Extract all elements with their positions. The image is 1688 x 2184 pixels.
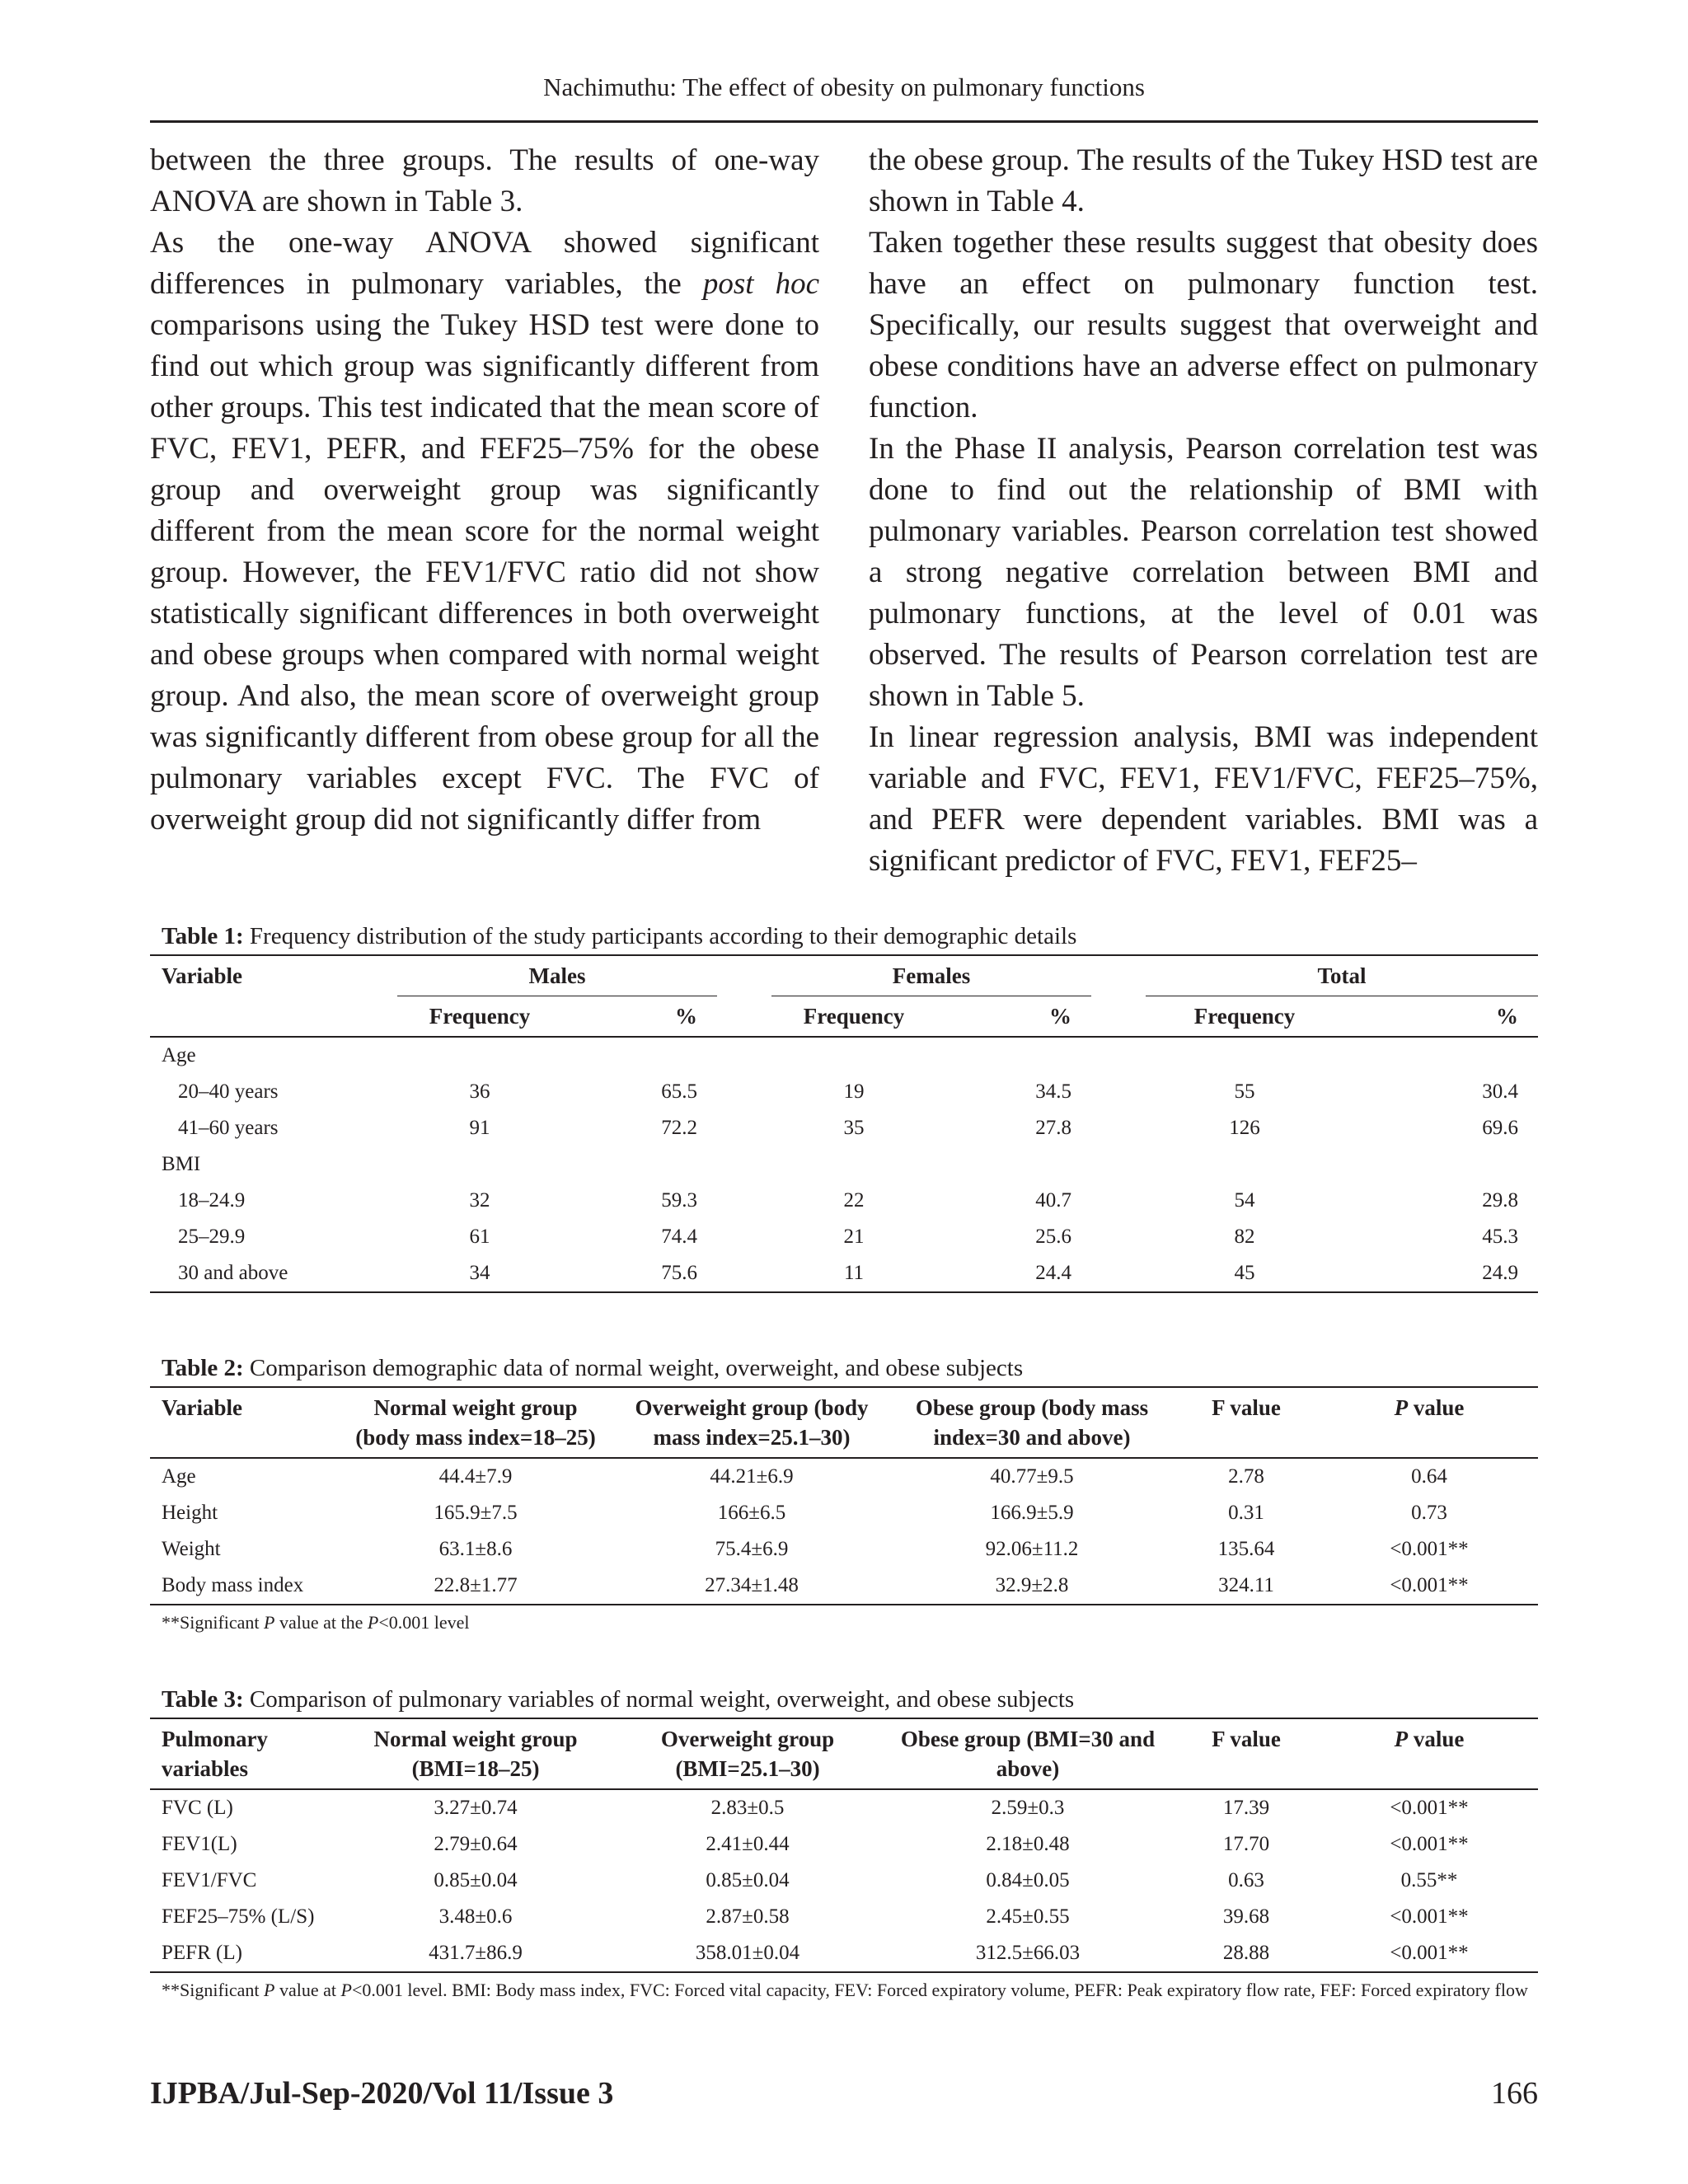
- spacer: [717, 955, 771, 996]
- pulmonary-comparison-table: [150, 1718, 1538, 1973]
- paragraph: In linear regression analysis, BMI was independent variable and FVC, FEV1, FEV1/FVC, FEF25–75%, and PEFR were dependent variables. BMI was a significant predictor of FVC, FEV1, FEF25–: [869, 720, 1538, 878]
- cell: 34: [469, 1262, 490, 1284]
- cell: 35: [843, 1117, 865, 1139]
- page: [150, 0, 1538, 2184]
- p-italic: P: [1394, 1395, 1409, 1420]
- italic-text: post hoc: [702, 267, 819, 301]
- paragraph: the obese group. The results of the Tukey HSD test are shown in Table 4.: [869, 143, 1538, 218]
- spacer: [717, 996, 771, 1038]
- spacer: [150, 996, 397, 1038]
- cell: 0.73: [1411, 1502, 1447, 1524]
- cell: 82: [1234, 1226, 1255, 1248]
- cell: 59.3: [661, 1189, 697, 1212]
- cell: 29.8: [1482, 1189, 1518, 1212]
- caption-text: Comparison of pulmonary variables of normal weight, overweight, and obese subjects: [249, 1686, 1075, 1713]
- cell: 2.83±0.5: [710, 1797, 785, 1819]
- row-label: 41–60 years: [178, 1117, 279, 1139]
- row-label: FEF25–75% (L/S): [162, 1905, 315, 1928]
- cell: 22.8±1.77: [434, 1574, 518, 1596]
- table-1: [150, 921, 1538, 1293]
- cell: 63.1±8.6: [438, 1538, 513, 1560]
- cell: 166.9±5.9: [990, 1502, 1074, 1524]
- table-3: [150, 1685, 1538, 2003]
- cell: 11: [843, 1262, 865, 1284]
- cell: <0.001**: [1390, 1797, 1469, 1819]
- spacer: [1091, 996, 1146, 1038]
- cell: 25.6: [1035, 1226, 1071, 1248]
- table-label: Table 1:: [162, 923, 244, 949]
- cell: 39.68: [1222, 1905, 1270, 1928]
- row-label: FEV1(L): [162, 1833, 237, 1855]
- table-note: [150, 1610, 1538, 1635]
- table-2: [150, 1353, 1538, 1635]
- cell: 0.85±0.04: [434, 1869, 518, 1891]
- column-header: Pulmonary variables: [150, 1718, 340, 1789]
- table-row: [150, 1495, 1538, 1531]
- cell: 0.55**: [1400, 1869, 1458, 1891]
- caption-text: Frequency distribution of the study participants according to their demographic details: [249, 923, 1077, 949]
- cell: 45.3: [1482, 1226, 1518, 1248]
- column-header: F value: [1172, 1718, 1320, 1789]
- cell: 3.48±0.6: [438, 1905, 513, 1928]
- column-header: Frequency: [771, 996, 936, 1038]
- cell: 24.4: [1035, 1262, 1071, 1284]
- cell: 32.9±2.8: [995, 1574, 1069, 1596]
- cell: 21: [843, 1226, 865, 1248]
- note-text: value at: [274, 1980, 341, 2000]
- cell: 65.5: [661, 1080, 697, 1103]
- spacer: [717, 1255, 771, 1292]
- row-label: FEV1/FVC: [162, 1869, 257, 1891]
- cell: <0.001**: [1390, 1574, 1469, 1596]
- cell: 30.4: [1482, 1080, 1518, 1103]
- left-column: [150, 140, 819, 841]
- table-note: [150, 1978, 1538, 2003]
- spacer: [1091, 1183, 1146, 1219]
- table-row: [150, 1899, 1538, 1935]
- cell: 358.01±0.04: [695, 1942, 800, 1964]
- group-label: BMI: [162, 1153, 201, 1175]
- column-header: Normal weight group (BMI=18–25): [340, 1718, 612, 1789]
- note-text: **Significant: [162, 1612, 265, 1633]
- spacer: [1091, 955, 1146, 996]
- cell: 17.39: [1222, 1797, 1270, 1819]
- table-label: Table 2:: [162, 1355, 244, 1381]
- spacer: [1091, 1110, 1146, 1146]
- cell: <0.001**: [1390, 1942, 1469, 1964]
- cell: 74.4: [661, 1226, 697, 1248]
- cell: 166±6.5: [717, 1502, 786, 1524]
- cell: 0.85±0.04: [706, 1869, 790, 1891]
- row-label: Age: [162, 1465, 196, 1488]
- column-header: Total: [1146, 955, 1538, 996]
- cell: 40.7: [1035, 1189, 1071, 1212]
- row-label: FVC (L): [162, 1797, 233, 1819]
- paragraph: In the Phase II analysis, Pearson correlation test was done to find out the relationship of BMI with pulmonary variables. Pearson correlation test showed a strong negative correlation between BMI and pulmonary functions, at the level of 0.01 was observed. The results of Pearson correlation test are shown in Table 5.: [869, 432, 1538, 713]
- column-header: Overweight group (body mass index=25.1–30): [612, 1387, 892, 1458]
- table-row: [150, 1074, 1538, 1110]
- cell: 91: [469, 1117, 490, 1139]
- spacer: [717, 1074, 771, 1110]
- cell: 45: [1234, 1262, 1255, 1284]
- spacer: [1091, 1074, 1146, 1110]
- text-run: comparisons using the Tukey HSD test were done to find out which group was significantly different from other groups. This test indicated that the mean score of FVC, FEV1, PEFR, and FEF25–75% for the obese group and overweight group was significantly different from the mean score for the normal weight group. However, the FEV1/FVC ratio did not show statistically significant differences in both overweight and obese groups when compared with normal weight group. And also, the mean score of overweight group was significantly different from obese group for all the pulmonary variables except FVC. The FVC of overweight group did not significantly differ from: [150, 308, 819, 837]
- column-header: Variable: [150, 1387, 340, 1458]
- note-text: **Significant: [162, 1980, 265, 2000]
- paragraph: between the three groups. The results of one-way ANOVA are shown in Table 3.: [150, 143, 819, 218]
- cell: 135.64: [1217, 1538, 1275, 1560]
- spacer: [1091, 1219, 1146, 1255]
- cell: 75.6: [661, 1262, 697, 1284]
- column-header: Obese group (BMI=30 and above): [884, 1718, 1172, 1789]
- cell: 2.18±0.48: [986, 1833, 1070, 1855]
- spacer: [717, 1183, 771, 1219]
- row-label: 25–29.9: [178, 1226, 246, 1248]
- note-text: <0.001 level. BMI: Body mass index, FVC: Forced vital capacity, FEV: Forced expiratory volume, PEFR: Peak expiratory flow rate, FEF: Forced expiratory flow: [351, 1980, 1528, 2000]
- caption-text: Comparison demographic data of normal weight, overweight, and obese subjects: [249, 1355, 1024, 1381]
- table-row: [150, 1458, 1538, 1495]
- cell: 17.70: [1222, 1833, 1270, 1855]
- table-row: [150, 1935, 1538, 1972]
- note-italic: P: [264, 1980, 275, 2000]
- table-row: [150, 1568, 1538, 1605]
- table-label: Table 3:: [162, 1686, 244, 1713]
- table-row: [150, 1789, 1538, 1826]
- note-italic: P: [264, 1612, 275, 1633]
- cell: 61: [469, 1226, 490, 1248]
- frequency-table: [150, 954, 1538, 1293]
- note-text: <0.001 level: [378, 1612, 470, 1633]
- cell: 40.77±9.5: [990, 1465, 1074, 1488]
- column-header: Females: [771, 955, 1091, 996]
- cell: 2.78: [1228, 1465, 1264, 1488]
- table-caption: [150, 921, 1538, 951]
- cell: 324.11: [1218, 1574, 1274, 1596]
- table-row: [150, 1531, 1538, 1568]
- column-header: Frequency: [397, 996, 562, 1038]
- cell: 44.4±7.9: [438, 1465, 513, 1488]
- row-label: Weight: [162, 1538, 221, 1560]
- spacer: [717, 1219, 771, 1255]
- column-header: Obese group (body mass index=30 and above): [892, 1387, 1172, 1458]
- column-header: %: [1343, 996, 1538, 1038]
- cell: 72.2: [661, 1117, 697, 1139]
- cell: 28.88: [1222, 1942, 1270, 1964]
- column-header: Overweight group (BMI=25.1–30): [612, 1718, 884, 1789]
- column-header: Normal weight group (body mass index=18–25): [340, 1387, 612, 1458]
- cell: 32: [469, 1189, 490, 1212]
- cell: 92.06±11.2: [985, 1538, 1079, 1560]
- row-label: Body mass index: [162, 1574, 304, 1596]
- column-header: Variable: [162, 963, 243, 988]
- running-head: Nachimuthu: The effect of obesity on pulmonary functions: [543, 73, 1145, 101]
- table-row: [150, 1255, 1538, 1292]
- row-label: 20–40 years: [178, 1080, 279, 1103]
- cell: 55: [1234, 1080, 1255, 1103]
- cell: 54: [1234, 1189, 1255, 1212]
- right-column: [869, 140, 1538, 882]
- cell: 75.4±6.9: [715, 1538, 789, 1560]
- cell: 27.8: [1035, 1117, 1071, 1139]
- column-header: Frequency: [1146, 996, 1343, 1038]
- text-run: As the one-way ANOVA showed significant differences in pulmonary variables, the: [150, 226, 819, 301]
- cell: 2.79±0.64: [434, 1833, 518, 1855]
- cell: 34.5: [1035, 1080, 1071, 1103]
- cell: 19: [843, 1080, 865, 1103]
- body-text: [150, 140, 1538, 898]
- p-italic: P: [1394, 1727, 1409, 1751]
- page-number: 166: [1491, 2076, 1538, 2111]
- note-italic: P: [340, 1980, 352, 2000]
- cell: 24.9: [1482, 1262, 1518, 1284]
- demographic-comparison-table: [150, 1386, 1538, 1605]
- cell: 312.5±66.03: [975, 1942, 1081, 1964]
- cell: 0.31: [1228, 1502, 1264, 1524]
- row-label: 30 and above: [178, 1262, 288, 1284]
- cell: 2.45±0.55: [986, 1905, 1070, 1928]
- column-header: P value: [1320, 1718, 1538, 1789]
- header-rule: [150, 120, 1538, 123]
- cell: 2.41±0.44: [706, 1833, 790, 1855]
- cell: 3.27±0.74: [434, 1797, 518, 1819]
- cell: 69.6: [1482, 1117, 1518, 1139]
- row-label: 18–24.9: [178, 1189, 246, 1212]
- cell: 22: [843, 1189, 865, 1212]
- cell: 431.7±86.9: [429, 1942, 523, 1964]
- cell: <0.001**: [1390, 1905, 1469, 1928]
- cell: <0.001**: [1390, 1538, 1469, 1560]
- journal-footer: IJPBA/Jul-Sep-2020/Vol 11/Issue 3: [150, 2076, 614, 2111]
- cell: 44.21±6.9: [710, 1465, 794, 1488]
- cell: 165.9±7.5: [434, 1502, 518, 1524]
- column-header: %: [936, 996, 1091, 1038]
- cell: 27.34±1.48: [705, 1574, 799, 1596]
- column-header: Males: [397, 955, 717, 996]
- table-row: [150, 1219, 1538, 1255]
- cell: 2.87±0.58: [706, 1905, 790, 1928]
- cell: 126: [1229, 1117, 1260, 1139]
- column-header: %: [562, 996, 717, 1038]
- paragraph: [150, 223, 819, 841]
- column-header: F value: [1172, 1387, 1320, 1458]
- spacer: [717, 1110, 771, 1146]
- row-label: Height: [162, 1502, 218, 1524]
- note-text: value at the: [274, 1612, 368, 1633]
- column-header: P value: [1320, 1387, 1538, 1458]
- table-row: [150, 1826, 1538, 1863]
- table-row: [150, 1110, 1538, 1146]
- cell: 36: [469, 1080, 490, 1103]
- table-row: [150, 1183, 1538, 1219]
- spacer: [1091, 1255, 1146, 1292]
- cell: <0.001**: [1390, 1833, 1469, 1855]
- row-label: PEFR (L): [162, 1942, 242, 1964]
- cell: 0.84±0.05: [986, 1869, 1070, 1891]
- cell: 0.64: [1411, 1465, 1447, 1488]
- cell: 0.63: [1228, 1869, 1264, 1891]
- table-row: [150, 1863, 1538, 1899]
- group-label: Age: [162, 1044, 196, 1066]
- paragraph: Taken together these results suggest that obesity does have an effect on pulmonary function test. Specifically, our results suggest that overweight and obese conditions have an adverse effect on pulmonary function.: [869, 226, 1538, 424]
- table-caption: [150, 1685, 1538, 1714]
- table-caption: [150, 1353, 1538, 1383]
- cell: 2.59±0.3: [991, 1797, 1065, 1819]
- note-italic: P: [367, 1612, 379, 1633]
